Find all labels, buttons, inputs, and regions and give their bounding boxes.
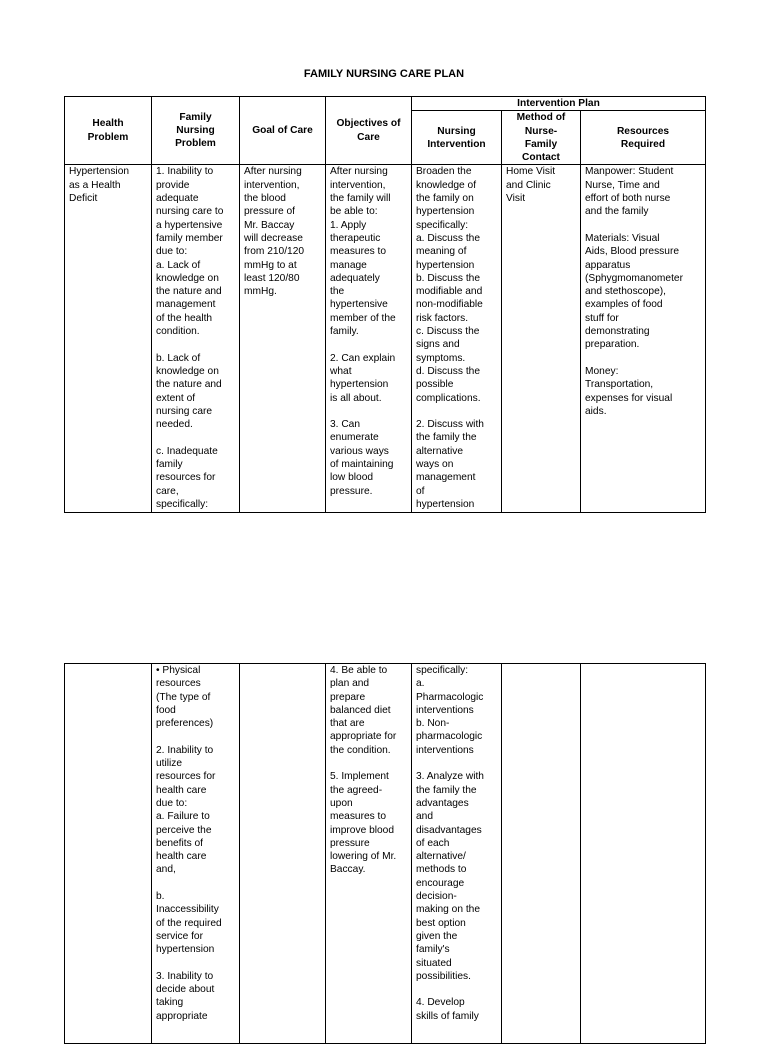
cell-method-of-contact-cont (502, 664, 581, 1044)
header-goal-of-care: Goal of Care (240, 97, 326, 165)
care-plan-table-part-1 (64, 96, 706, 513)
header-method-of-contact: Method of Nurse- Family Contact (502, 111, 581, 165)
document-title: FAMILY NURSING CARE PLAN (303, 68, 465, 80)
header-resources-required: Resources Required (581, 111, 706, 165)
cell-family-nursing-problem: 1. Inability to provide adequate nursing care to a hypertensive family member due to: a. Lack of knowledge on the nature and management of the health condition. b. Lack of knowledge on the nature and extent of nursing care needed. c. Inadequate family resources for care, specifically: (152, 165, 240, 513)
cell-resources-required-cont (581, 664, 706, 1044)
header-intervention-plan: Intervention Plan (412, 97, 706, 111)
cell-resources-required: Manpower: Student Nurse, Time and effort of both nurse and the family Materials: Visual Aids, Blood pressure apparatus (Sphygmomanometer and stethoscope), examples of food stuff for demonstrating preparation. Money: Transportation, expenses for visual aids. (581, 165, 706, 513)
cell-goal-of-care: After nursing intervention, the blood pressure of Mr. Baccay will decrease from 210/120 mmHg to at least 120/80 mmHg. (240, 165, 326, 513)
cell-nursing-intervention: Broaden the knowledge of the family on hypertension specifically: a. Discuss the meaning of hypertension b. Discuss the modifiable and non-modifiable risk factors. c. Discuss the signs and symptoms. d. Discuss the possible complications. 2. Discuss with the family the alternative ways on management of hypertension (412, 165, 502, 513)
header-nursing-intervention: Nursing Intervention (412, 111, 502, 165)
cell-objectives-of-care-cont: 4. Be able to plan and prepare balanced diet that are appropriate for the condition. 5. Implement the agreed- upon measures to improve blood pressure lowering of Mr. Baccay. (326, 664, 412, 1044)
cell-method-of-contact: Home Visit and Clinic Visit (502, 165, 581, 513)
care-plan-table-part-2 (64, 663, 706, 1044)
cell-objectives-of-care: After nursing intervention, the family will be able to: 1. Apply therapeutic measures to manage adequately the hypertensive member of the family. 2. Can explain what hypertension is all about. 3. Can enumerate various ways of maintaining low blood pressure. (326, 165, 412, 513)
header-objectives-of-care: Objectives of Care (326, 97, 412, 165)
cell-health-problem: Hypertension as a Health Deficit (65, 165, 152, 513)
header-health-problem: Health Problem (65, 97, 152, 165)
cell-nursing-intervention-cont: specifically: a. Pharmacologic interventions b. Non- pharmacologic interventions 3. Analyze with the family the advantages and disadvantages of each alternative/ methods to encourage decision- making on the best option given the family's situated possibilities. 4. Develop skills of family (412, 664, 502, 1044)
cell-health-problem-cont (65, 664, 152, 1044)
cell-family-nursing-problem-cont: • Physical resources (The type of food preferences) 2. Inability to utilize resources for health care due to: a. Failure to perceive the benefits of health care and, b. Inaccessibility of the required service for hypertension 3. Inability to decide about taking appropriate (152, 664, 240, 1044)
header-family-nursing-problem: Family Nursing Problem (152, 97, 240, 165)
cell-goal-of-care-cont (240, 664, 326, 1044)
